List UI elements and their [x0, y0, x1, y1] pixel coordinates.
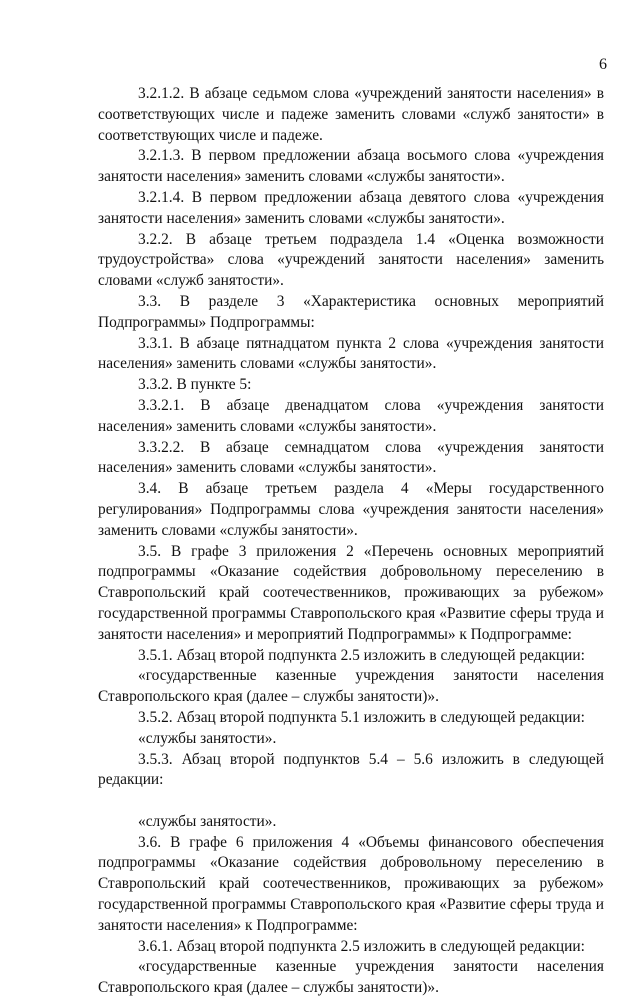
paragraph-3-5-3: 3.5.3. Абзац второй подпунктов 5.4 – 5.6 изложить в следующей редакции:	[98, 750, 604, 789]
document-body	[98, 84, 604, 999]
paragraph-3-5-3-text: «службы занятости».	[138, 812, 277, 830]
paragraph-3-3-2-2: 3.3.2.2. В абзаце семнадцатом слова «учреждения занятости населения» заменить словами «службы занятости».	[98, 438, 604, 477]
paragraph-3-3-1: 3.3.1. В абзаце пятнадцатом пункта 2 слова «учреждения занятости населения» заменить словами «службы занятости».	[98, 334, 604, 373]
paragraph-3-2-1-2: 3.2.1.2. В абзаце седьмом слова «учреждений занятости населения» в соответствующих числе и падеже заменить словами «служб занятости» в соответствующих числе и падеже.	[98, 85, 604, 144]
paragraph-3-3: 3.3. В разделе 3 «Характеристика основных мероприятий Подпрограммы» Подпрограммы:	[98, 292, 604, 331]
paragraph-3-5-2-text: «службы занятости».	[138, 729, 277, 747]
paragraph-3-3-2-1: 3.3.2.1. В абзаце двенадцатом слова «учреждения занятости населения» заменить словами «службы занятости».	[98, 396, 604, 435]
paragraph-3-5-1: 3.5.1. Абзац второй подпункта 2.5 изложить в следующей редакции:	[138, 646, 585, 664]
paragraph-3-5: 3.5. В графе 3 приложения 2 «Перечень основных мероприятий подпрограммы «Оказание содействия добровольному переселению в Ставропольский край соотечественников, проживающих за рубежом» государственной программы Ставропольского края «Развитие сферы труда и занятости населения» и мероприятий Подпрограммы» к Подпрограмме:	[98, 542, 604, 643]
paragraph-3-2-1-4: 3.2.1.4. В первом предложении абзаца девятого слова «учреждения занятости населения» заменить словами «службы занятости».	[98, 188, 604, 227]
page-number: 6	[599, 56, 607, 73]
paragraph-3-4: 3.4. В абзаце третьем раздела 4 «Меры государственного регулирования» Подпрограммы слова «учреждения занятости населения» заменить словами «службы занятости».	[98, 480, 604, 539]
paragraph-3-2-2: 3.2.2. В абзаце третьем подраздела 1.4 «Оценка возможности трудоустройства» слова «учреждений занятости населения» заменить словами «служб занятости».	[98, 230, 604, 290]
paragraph-3-6: 3.6. В графе 6 приложения 4 «Объемы финансового обеспечения подпрограммы «Оказание содействия добровольному переселению в Ставропольский край соотечественников, проживающих за рубежом» государственной программы Ставропольского края «Развитие сферы труда и занятости населения» к Подпрограмме:	[98, 833, 604, 934]
paragraph-3-6-1: 3.6.1. Абзац второй подпункта 2.5 изложить в следующей редакции:	[138, 937, 585, 955]
paragraph-3-6-1-text: «государственные казенные учреждения занятости населения Ставропольского края (далее – службы занятости)».	[98, 958, 604, 997]
paragraph-3-5-2: 3.5.2. Абзац второй подпункта 5.1 изложить в следующей редакции:	[138, 708, 585, 726]
paragraph-3-2-1-3: 3.2.1.3. В первом предложении абзаца восьмого слова «учреждения занятости населения» заменить словами «службы занятости».	[98, 147, 604, 186]
paragraph-3-3-2: 3.3.2. В пункте 5:	[138, 376, 252, 394]
blank-line	[98, 791, 604, 812]
paragraph-3-5-1-text: «государственные казенные учреждения занятости населения Ставропольского края (далее – службы занятости)».	[98, 667, 604, 706]
